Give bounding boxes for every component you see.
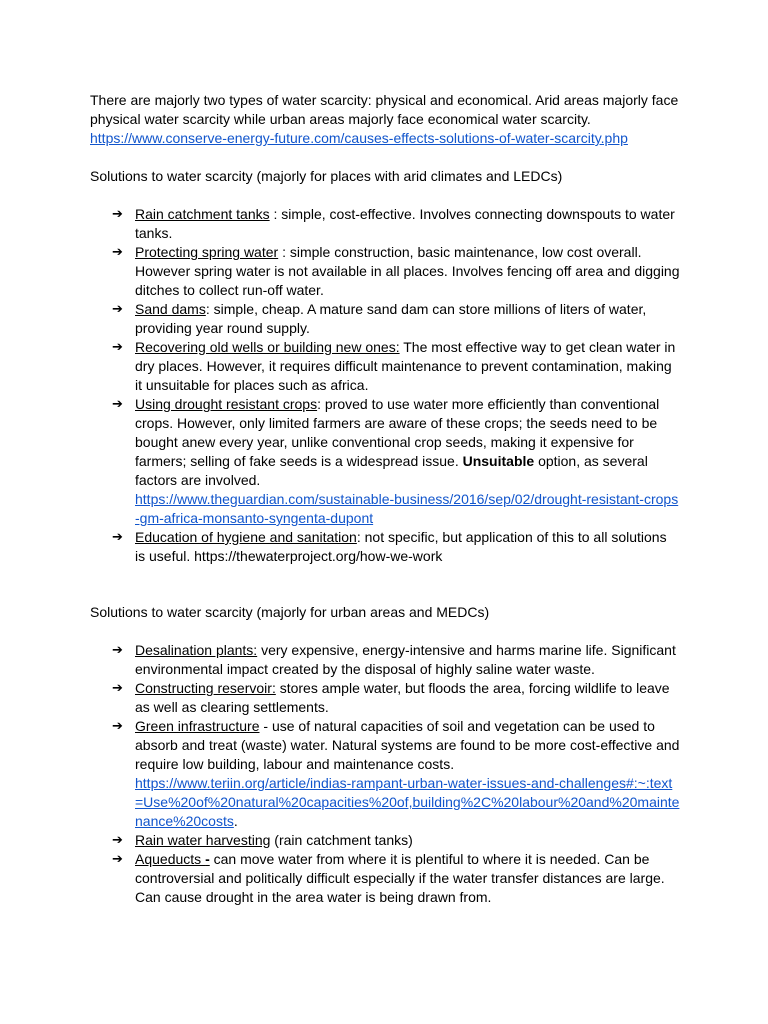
list-item [90,395,680,528]
right-arrow-icon: ➔ [112,643,123,658]
item-title: Protecting spring water [135,244,279,260]
item-title: Sand dams [135,301,206,317]
list-item [90,338,680,395]
item-link[interactable]: https://www.teriin.org/article/indias-rampant-urban-water-issues-and-challenges#:~:text=Use%20of%20natural%20capacities%20of,building%2C%20labour%20and%20maintenance%20costs [135,775,680,829]
item-title: Desalination plants: [135,642,258,658]
right-arrow-icon: ➔ [112,681,123,696]
item-title: Using drought resistant crops [135,396,318,412]
item-title: Aqueducts [135,851,206,867]
right-arrow-icon: ➔ [112,340,123,355]
section2-list [90,641,680,907]
right-arrow-icon: ➔ [112,207,123,222]
list-item [90,679,680,717]
list-item [90,717,680,831]
section1-list [90,205,680,566]
list-item [90,300,680,338]
item-link[interactable]: https://www.theguardian.com/sustainable-business/2016/sep/02/drought-resistant-crops-gm-africa-monsanto-syngenta-dupont [135,491,679,526]
item-title: Rain catchment tanks [135,206,270,222]
right-arrow-icon: ➔ [112,852,123,867]
list-item [90,528,680,566]
link-suffix: . [233,813,238,829]
item-title: Constructing reservoir: [135,680,276,696]
list-item [90,205,680,243]
right-arrow-icon: ➔ [112,302,123,317]
list-item [90,850,680,907]
item-title: Rain water harvesting [135,832,271,848]
item-text: very expensive, energy-intensive and harms marine life. Significant environmental impact created by the disposal of highly saline water waste. [135,642,676,677]
right-arrow-icon: ➔ [112,245,123,260]
right-arrow-icon: ➔ [112,530,123,545]
item-text: : simple, cost-effective. Involves connecting downspouts to water tanks. [135,206,675,241]
item-text: : simple construction, basic maintenance, low cost overall. However spring water is not available in all places. Involves fencing off area and digging ditches to collect run-off water. [135,244,680,298]
item-text: : proved to use water more efficiently than conventional crops. However, only limited farmers are aware of these crops; the seeds need to be bought anew every year, unlike conventional crop seeds, making it expensive for farmers; selling of fake seeds is a widespread issue. [135,396,660,469]
item-text: stores ample water, but floods the area, forcing wildlife to leave as well as clearing settlements. [135,680,670,715]
item-text: : simple, cheap. A mature sand dam can store millions of liters of water, providing year round supply. [135,301,647,336]
item-text: The most effective way to get clean water in dry places. However, it requires difficult maintenance to prevent contamination, making it unsuitable for places such as africa. [135,339,676,393]
section1-heading: Solutions to water scarcity (majorly for places with arid climates and LEDCs) [90,168,563,184]
section2-heading: Solutions to water scarcity (majorly for urban areas and MEDCs) [90,604,490,620]
right-arrow-icon: ➔ [112,833,123,848]
item-text: (rain catchment tanks) [270,832,413,848]
item-title: Education of hygiene and sanitation [135,529,357,545]
item-title: Green infrastructure [135,718,260,734]
intro-paragraph [90,91,680,148]
list-item [90,831,680,850]
item-text: can move water from where it is plentiful to where it is needed. Can be controversial and politically difficult especially if the water transfer distances are large. Can cause drought in the area water is being drawn from. [135,851,665,905]
right-arrow-icon: ➔ [112,397,123,412]
item-text: - use of natural capacities of soil and vegetation can be used to absorb and treat (waste) water. Natural systems are found to be more cost-effective and require low building, labour and maintenance costs. [135,718,680,772]
list-item [90,641,680,679]
intro-text: There are majorly two types of water scarcity: physical and economical. Arid areas majorly face physical water scarcity while urban areas majorly face economical water scarcity. [90,92,679,127]
document-page [90,91,680,907]
item-bold-text: Unsuitable [462,453,535,469]
item-title: Recovering old wells or building new ones: [135,339,400,355]
list-item [90,243,680,300]
item-bold-dash: - [205,851,210,867]
intro-link[interactable]: https://www.conserve-energy-future.com/causes-effects-solutions-of-water-scarcity.php [90,130,628,146]
item-text: : not specific, but application of this to all solutions is useful. https://thewaterproject.org/how-we-work [135,529,667,564]
right-arrow-icon: ➔ [112,719,123,734]
item-text-after: option, as several factors are involved. [135,453,648,488]
